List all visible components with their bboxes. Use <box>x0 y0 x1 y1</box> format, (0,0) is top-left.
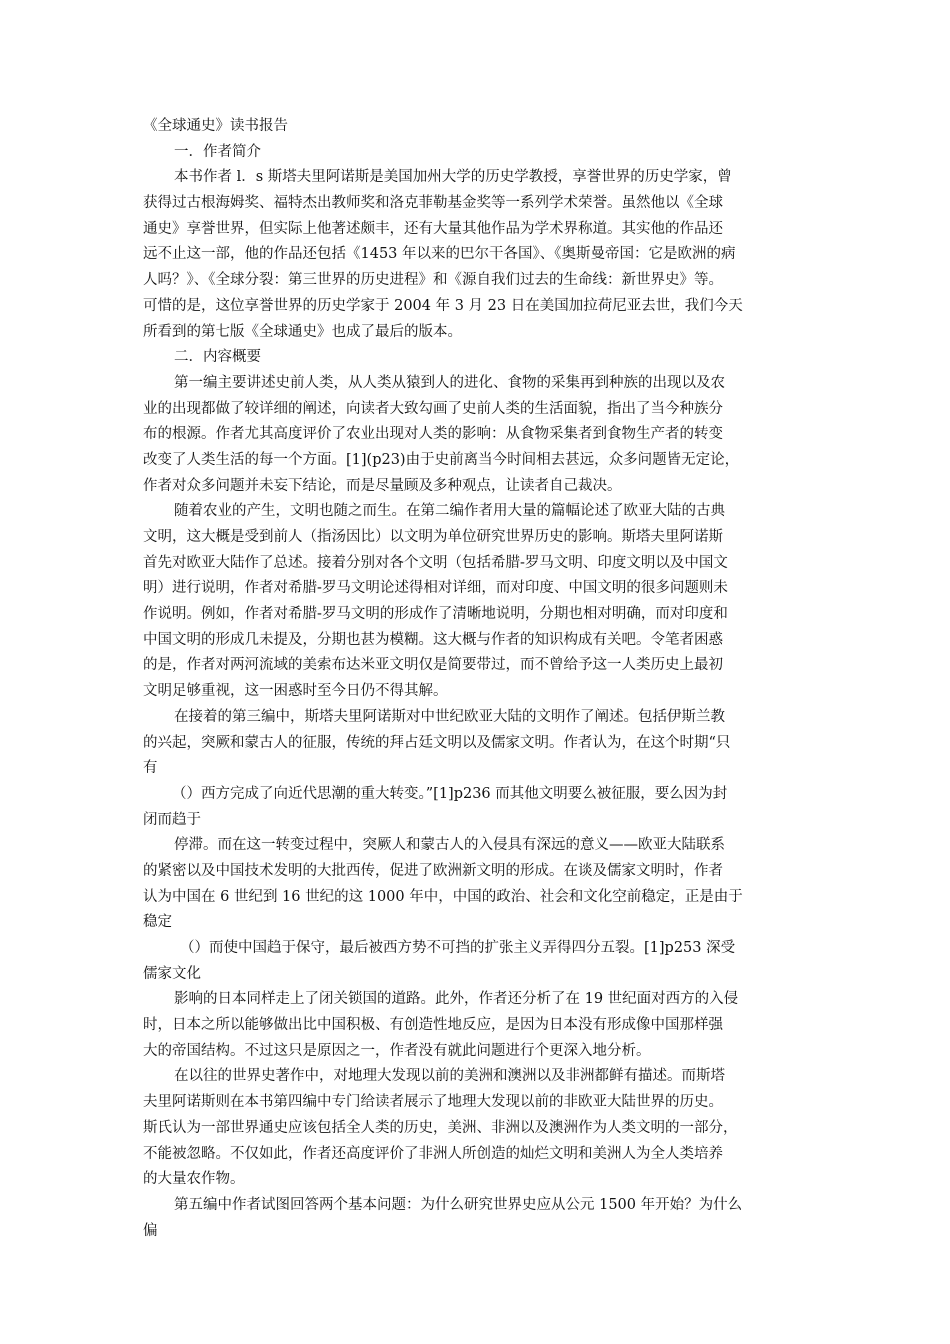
paragraph-line: （）而使中国趋于保守，最后被西方势不可挡的扩张主义弄得四分五裂。[1]p253 深受 <box>180 940 736 956</box>
document-title: 《全球通史》读书报告 <box>143 118 288 134</box>
paragraph-line: （）西方完成了向近代思潮的重大转变。”[1]p236 而其他文明要么被征服，要么因为封 <box>172 785 728 802</box>
paragraph-line: 闭而趋于 <box>143 811 201 828</box>
paragraph-line: 时，日本之所以能够做出比中国积极、有创造性地反应，是因为日本没有形成像中国那样强 <box>143 1017 723 1034</box>
paragraph-line: 文明足够重视，这一困惑时至今日仍不得其解。 <box>143 683 448 700</box>
document-page <box>143 114 815 1244</box>
paragraph-line: 中国文明的形成几未提及，分期也甚为模糊。这大概与作者的知识构成有关吧。令笔者困惑 <box>143 631 723 648</box>
paragraph-line: 第五编中作者试图回答两个基本问题：为什么研究世界史应从公元 1500 年开始？为什么 <box>174 1196 743 1213</box>
paragraph-line: 业的出现都做了较详细的阐述，向读者大致勾画了史前人类的生活面貌，指出了当今种族分 <box>143 400 723 417</box>
paragraph-line: 夫里阿诺斯则在本书第四编中专门给读者展示了地理大发现以前的非欧亚大陆世界的历史。 <box>143 1094 723 1111</box>
paragraph-line: 偏 <box>143 1222 158 1239</box>
section-heading-summary: 二．内容概要 <box>174 349 261 366</box>
paragraph-line: 获得过古根海姆奖、福特杰出教师奖和洛克菲勒基金奖等一系列学术荣誉。虽然他以《全球 <box>143 195 723 212</box>
paragraph-line: 在以往的世界史著作中，对地理大发现以前的美洲和澳洲以及非洲都鲜有描述。而斯塔 <box>174 1068 725 1085</box>
paragraph-line: 影响的日本同样走上了闭关锁国的道路。此外，作者还分析了在 19 世纪面对西方的入侵 <box>174 991 739 1008</box>
paragraph-line: 作者对众多问题并未妄下结论，而是尽量顾及多种观点，让读者自己裁决。 <box>143 477 622 494</box>
paragraph-line: 认为中国在 6 世纪到 16 世纪的这 1000 年中，中国的政治、社会和文化空前稳定，正是由于 <box>143 888 743 905</box>
paragraph-line: 停滞。而在这一转变过程中，突厥人和蒙古人的入侵具有深远的意义——欧亚大陆联系 <box>174 837 725 854</box>
paragraph-line: 本书作者 l．s 斯塔夫里阿诺斯是美国加州大学的历史学教授，享誉世界的历史学家，曾 <box>174 169 732 186</box>
paragraph-line: 可惜的是，这位享誉世界的历史学家于 2004 年 3 月 23 日在美国加拉荷尼亚去世，我们今天 <box>143 297 743 314</box>
paragraph-line: 文明，这大概是受到前人（指汤因比）以文明为单位研究世界历史的影响。斯塔夫里阿诺斯 <box>143 529 723 545</box>
paragraph-line: 人吗？》、《全球分裂：第三世界的历史进程》和《源自我们过去的生命线：新世界史》等。 <box>143 272 723 289</box>
paragraph-line: 有 <box>143 760 158 777</box>
paragraph-line: 作说明。例如，作者对希腊-罗马文明的形成作了清晰地说明，分期也相对明确，而对印度和 <box>143 606 728 623</box>
paragraph-line: 通史》享誉世界，但实际上他著述颇丰，还有大量其他作品为学术界称道。其实他的作品还 <box>143 220 723 237</box>
paragraph-line: 儒家文化 <box>143 965 201 982</box>
paragraph-line: 远不止这一部，他的作品还包括《1453 年以来的巴尔干各国》、《奥斯曼帝国：它是欧洲的病 <box>143 246 736 263</box>
paragraph-line: 大的帝国结构。不过这只是原因之一，作者没有就此问题进行个更深入地分析。 <box>143 1042 651 1059</box>
paragraph-line: 的紧密以及中国技术发明的大批西传，促进了欧洲新文明的形成。在谈及儒家文明时，作者 <box>143 862 723 879</box>
paragraph-line: 明）进行说明，作者对希腊-罗马文明论述得相对详细，而对印度、中国文明的很多问题则未 <box>143 580 728 597</box>
paragraph-line: 所看到的第七版《全球通史》也成了最后的版本。 <box>143 323 462 340</box>
paragraph-line: 斯氏认为一部世界通史应该包括全人类的历史，美洲、非洲以及澳洲作为人类文明的一部分， <box>143 1119 738 1136</box>
paragraph-line: 在接着的第三编中，斯塔夫里阿诺斯对中世纪欧亚大陆的文明作了阐述。包括伊斯兰教 <box>174 708 725 725</box>
paragraph-line: 的是，作者对两河流域的美索布达米亚文明仅是简要带过，而不曾给予这一人类历史上最初 <box>143 657 723 674</box>
paragraph-line: 的兴起，突厥和蒙古人的征服，传统的拜占廷文明以及儒家文明。作者认为，在这个时期“只 <box>143 734 731 751</box>
paragraph-line: 的大量农作物。 <box>143 1171 245 1188</box>
paragraph-line: 第一编主要讲述史前人类，从人类从猿到人的进化、食物的采集再到种族的出现以及农 <box>174 374 725 391</box>
paragraph-line: 首先对欧亚大陆作了总述。接着分别对各个文明（包括希腊-罗马文明、印度文明以及中国文 <box>143 554 728 571</box>
paragraph-line: 稳定 <box>143 914 172 931</box>
paragraph-line: 随着农业的产生，文明也随之而生。在第二编作者用大量的篇幅论述了欧亚大陆的古典 <box>174 503 725 520</box>
paragraph-line: 不能被忽略。不仅如此，作者还高度评价了非洲人所创造的灿烂文明和美洲人为全人类培养 <box>143 1145 723 1162</box>
section-heading-author: 一．作者简介 <box>174 143 261 160</box>
paragraph-line: 布的根源。作者尤其高度评价了农业出现对人类的影响：从食物采集者到食物生产者的转变 <box>143 426 723 443</box>
paragraph-line: 改变了人类生活的每一个方面。[1](p23)由于史前离当今时间相去甚远，众多问题皆无定论， <box>143 451 740 468</box>
